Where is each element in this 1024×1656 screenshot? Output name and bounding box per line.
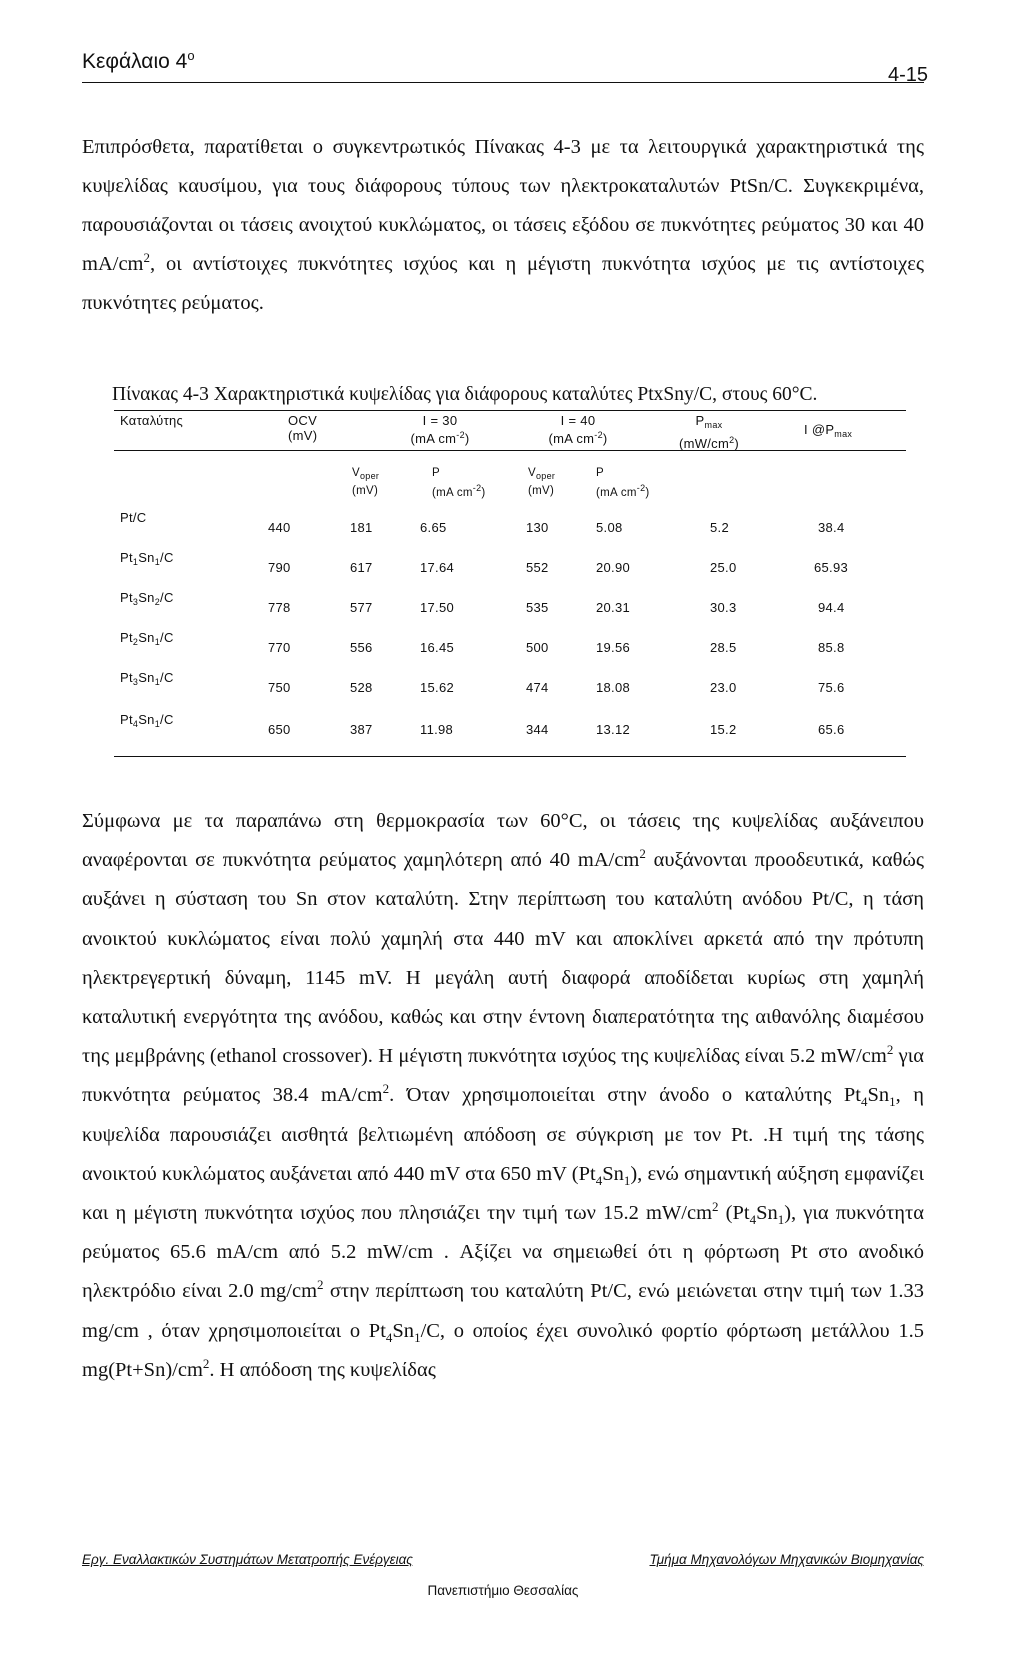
cell-p-40: 19.56 bbox=[596, 640, 631, 655]
cell-voper-40: 344 bbox=[526, 722, 549, 737]
table-caption: Πίνακας 4-3 Χαρακτηριστικά κυψελίδας για διάφορους καταλύτες PtxSny/C, στους 60°C. bbox=[112, 384, 818, 405]
cell-ocv: 778 bbox=[268, 600, 291, 615]
cell-p-40: 5.08 bbox=[596, 520, 623, 535]
cell-voper-30: 528 bbox=[350, 680, 373, 695]
cell-ipmax: 85.8 bbox=[818, 640, 845, 655]
cell-p-40: 18.08 bbox=[596, 680, 631, 695]
cell-ipmax: 65.93 bbox=[814, 560, 849, 575]
cell-pmax: 28.5 bbox=[710, 640, 737, 655]
footer-department: Τμήμα Μηχανολόγων Μηχανικών Βιομηχανίας bbox=[649, 1552, 924, 1567]
page-number: 4-15 bbox=[887, 64, 928, 86]
cell-p-30: 15.62 bbox=[420, 680, 455, 695]
discussion-paragraph: Σύμφωνα με τα παραπάνω στη θερμοκρασία των 60°C, οι τάσεις της κυψελίδας αυξάνειπου αναφέρονται σε πυκνότητα ρεύματος χαμηλότερη από 40 $mA/cm^2$ αυξάνονται προοδευτικά, καθώς αυξάνει η σύσταση του Sn στον καταλύτη. Στην περίπτωση του καταλύτη ανόδου Pt/C, η τάση ανοικτού κυκλώματος είναι πολύ χαμηλή στα 440 mV και αποκλίνει αρκετά από την πρότυπη ηλεκτρεγερτική δύναμη, 1145 mV. Η μεγάλη αυτή διαφορά αποδίδεται κυρίως στη χαμηλή καταλυτική ενεργότητα της ανόδου, καθώς και στην έντονη διαπερατότητα της αιθανόλης διαμέσου της μεμβράνης (ethanol crossover). Η μέγιστη πυκνότητα ισχύος της κυψελίδας είναι 5.2 $mW/cm^2$ για πυκνότητα ρεύματος 38.4 $mA/cm^2$. Όταν χρησιμοποιείται στην άνοδο ο καταλύτης $Pt_4Sn_1$, η κυψελίδα παρουσιάζει αισθητά βελτιωμένη απόδοση σε σύγκριση με τον Pt. .Η τιμή της τάσης ανοικτού κυκλώματος αυξάνεται από 440 mV στα 650 mV $(Pt_4Sn_1)$, ενώ σημαντική αύξηση εμφανίζει και η μέγιστη πυκνότητα ισχύος που πλησιάζει την τιμή των 15.2 $mW/cm^2$ $(Pt_4Sn_1)$, για πυκνότητα ρεύματος 65.6 mA/cm από 5.2 mW/cm . Αξίζει να σημειωθεί ότι η φόρτωση Pt στο ανοδικό ηλεκτρόδιο είναι 2.0 $mg/cm^2$ στην περίπτωση του καταλύτη Pt/C, ενώ μειώνεται στην τιμή των 1.33 mg/cm , όταν χρησιμοποιείται ο $Pt_4Sn_1/C$, ο οποίος έχει συνολικό φορτίο φόρτωση μετάλλου 1.5 $mg(Pt+Sn)/cm^2$. Η απόδοση της κυψελίδας bbox=[82, 810, 924, 1381]
cell-p-30: 11.98 bbox=[420, 722, 454, 737]
footer-university: Πανεπιστήμιο Θεσσαλίας bbox=[427, 1583, 579, 1598]
cell-p-30: 16.45 bbox=[420, 640, 455, 655]
subheader-p-40: P (mA $cm^{-2}$) bbox=[596, 467, 650, 499]
cell-voper-30: 556 bbox=[350, 640, 373, 655]
table-top-rule bbox=[114, 410, 906, 411]
header-i40: I = 40 (mA $cm^{-2}$) bbox=[548, 413, 608, 446]
header-pmax: $P_{max}$ $(mW/cm^2)$ bbox=[678, 413, 740, 451]
cell-pmax: 23.0 bbox=[710, 680, 737, 695]
subheader-voper-40: $V_{oper}$ (mV) bbox=[528, 467, 556, 497]
row-catalyst: $Pt_1Sn_1/C$ bbox=[120, 550, 174, 567]
cell-p-40: 13.12 bbox=[596, 722, 631, 737]
cell-voper-30: 181 bbox=[350, 520, 373, 535]
cell-p-30: 17.64 bbox=[420, 560, 455, 575]
cell-p-40: 20.90 bbox=[596, 560, 631, 575]
cell-pmax: 5.2 bbox=[710, 520, 729, 535]
cell-ocv: 750 bbox=[268, 680, 291, 695]
cell-voper-40: 535 bbox=[526, 600, 549, 615]
row-catalyst: $Pt_3Sn_1/C$ bbox=[120, 670, 174, 687]
cell-p-30: 6.65 bbox=[420, 520, 447, 535]
cell-voper-30: 577 bbox=[350, 600, 373, 615]
cell-voper-30: 387 bbox=[350, 722, 373, 737]
header-ipmax: I $@P_{max}$ bbox=[804, 422, 853, 439]
cell-voper-30: 617 bbox=[350, 560, 373, 575]
cell-ocv: 790 bbox=[268, 560, 291, 575]
cell-p-40: 20.31 bbox=[596, 600, 631, 615]
subheader-p-30: P (mA $cm^{-2}$) bbox=[432, 467, 486, 499]
row-catalyst: $Pt_2Sn_1/C$ bbox=[120, 630, 174, 647]
footer-lab-name: Εργ. Εναλλακτικών Συστημάτων Μετατροπής Ενέργειας bbox=[82, 1552, 413, 1567]
cell-pmax: 30.3 bbox=[710, 600, 737, 615]
row-catalyst: $Pt_3Sn_2/C$ bbox=[120, 590, 174, 607]
row-catalyst: Pt/C bbox=[120, 510, 147, 525]
cell-ocv: 650 bbox=[268, 722, 291, 737]
row-catalyst: $Pt_4Sn_1/C$ bbox=[120, 712, 174, 729]
cell-ipmax: 65.6 bbox=[818, 722, 845, 737]
subheader-voper-30: $V_{oper}$ (mV) bbox=[352, 467, 380, 497]
cell-voper-40: 500 bbox=[526, 640, 549, 655]
cell-voper-40: 130 bbox=[526, 520, 549, 535]
header-ocv: OCV (mV) bbox=[288, 413, 318, 443]
table-bottom-rule bbox=[114, 756, 906, 757]
cell-p-30: 17.50 bbox=[420, 600, 455, 615]
table-header-rule bbox=[114, 450, 906, 451]
cell-ipmax: 75.6 bbox=[818, 680, 845, 695]
cell-ipmax: 38.4 bbox=[818, 520, 845, 535]
results-table bbox=[114, 410, 906, 760]
cell-ocv: 770 bbox=[268, 640, 291, 655]
cell-voper-40: 474 bbox=[526, 680, 549, 695]
header-catalyst: Καταλύτης bbox=[120, 413, 184, 428]
cell-ipmax: 94.4 bbox=[818, 600, 845, 615]
cell-pmax: 15.2 bbox=[710, 722, 737, 737]
cell-voper-40: 552 bbox=[526, 560, 549, 575]
chapter-title: Κεφάλαιο $4^o$ bbox=[82, 48, 195, 73]
intro-paragraph: Επιπρόσθετα, παρατίθεται ο συγκεντρωτικός Πίνακας 4-3 με τα λειτουργικά χαρακτηριστικά της κυψελίδας καυσίμου, για τους διάφορους τύπους των ηλεκτροκαταλυτών PtSn/C. Συγκεκριμένα, παρουσιάζονται οι τάσεις ανοιχτού κυκλώματος, οι τάσεις εξόδου σε πυκνότητες ρεύματος 30 και 40 $mA/cm^2$, οι αντίστοιχες πυκνότητες ισχύος και η μέγιστη πυκνότητα ισχύος με τις αντίστοιχες πυκνότητες ρεύματος. bbox=[82, 136, 924, 314]
cell-ocv: 440 bbox=[268, 520, 291, 535]
cell-pmax: 25.0 bbox=[710, 560, 737, 575]
header-i30: I = 30 (mA $cm^{-2}$) bbox=[410, 413, 470, 446]
header-rule bbox=[82, 82, 924, 83]
